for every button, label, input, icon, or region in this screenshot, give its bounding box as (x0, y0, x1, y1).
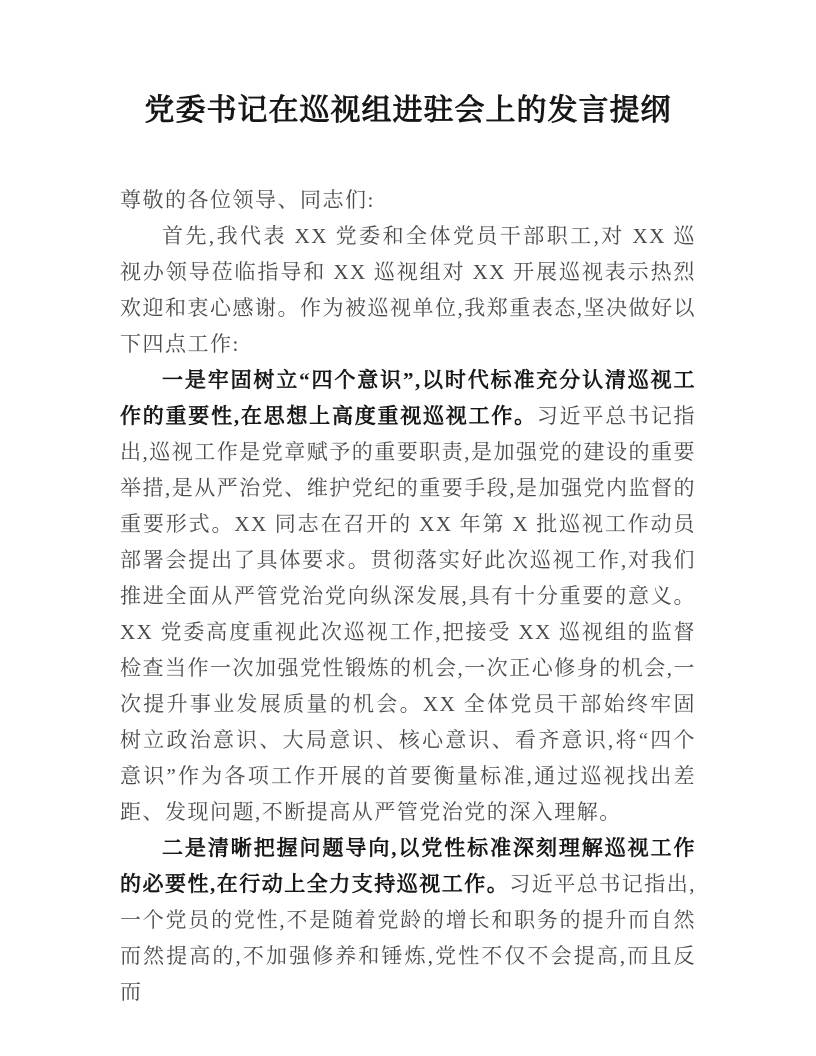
paragraph-lead: 一是牢固树立“四个意识”,以时代标准充分认清巡视工作的重要性,在思想上高度重视巡视工作。 (120, 368, 696, 428)
paragraph (120, 830, 696, 1010)
paragraph-lead: 二是清晰把握问题导向,以党性标准深刻理解巡视工作的必要性,在行动上全力支持巡视工作。 (120, 836, 696, 896)
paragraph (120, 218, 696, 362)
paragraph-text: 首先,我代表 XX 党委和全体党员干部职工,对 XX 巡视办领导莅临指导和 XX 巡视组对 XX 开展巡视表示热烈欢迎和衷心感谢。作为被巡视单位,我郑重表态,坚决做好以下四点工作: (120, 224, 696, 356)
paragraph (120, 362, 696, 830)
paragraph-text: 习近平总书记指出,巡视工作是党章赋予的重要职责,是加强党的建设的重要举措,是从严治党、维护党纪的重要手段,是加强党内监督的重要形式。XX 同志在召开的 XX 年第 X 批巡视工作动员部署会提出了具体要求。贯彻落实好此次巡视工作,对我们推进全面从严管党治党向纵深发展,具有十分重要的意义。XX 党委高度重视此次巡视工作,把接受 XX 巡视组的监督检查当作一次加强党性锻炼的机会,一次正心修身的机会,一次提升事业发展质量的机会。XX 全体党员干部始终牢固树立政治意识、大局意识、核心意识、看齐意识,将“四个意识”作为各项工作开展的首要衡量标准,通过巡视找出差距、发现问题,不断提高从严管党治党的深入理解。 (120, 404, 697, 824)
paragraph-text: 习近平总书记指出,一个党员的党性,不是随着党龄的增长和职务的提升而自然而然提高的,不加强修养和锤炼,党性不仅不会提高,而且反而 (120, 872, 696, 1004)
salutation: 尊敬的各位领导、同志们: (120, 188, 375, 212)
document-title: 党委书记在巡视组进驻会上的发言提纲 (144, 94, 672, 127)
